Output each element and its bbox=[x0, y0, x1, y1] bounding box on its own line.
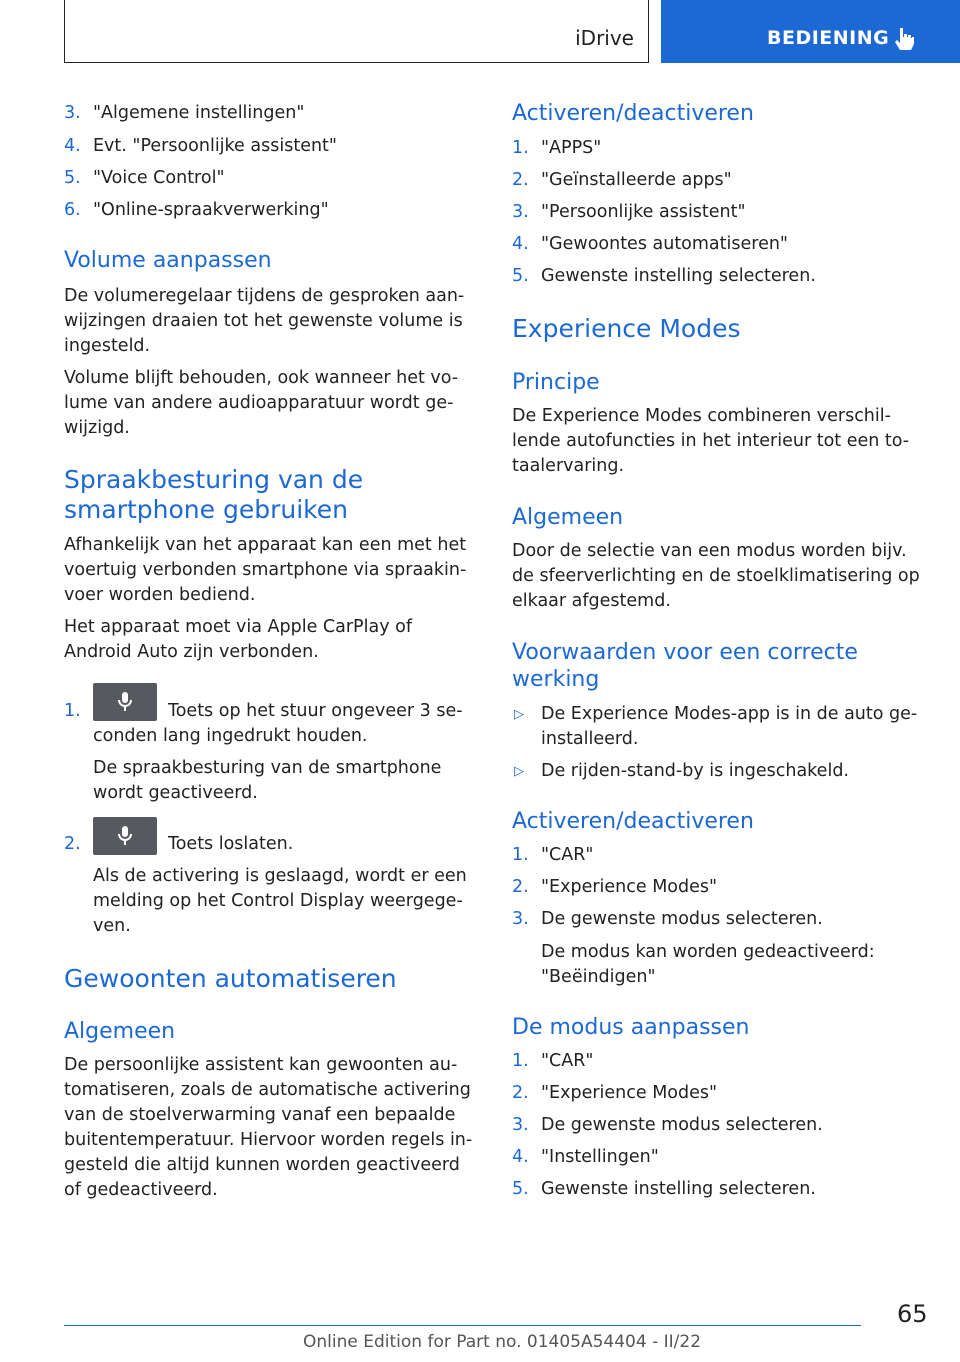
list-item: "Online-spraakverwerking" bbox=[93, 200, 329, 220]
step-result: wordt geactiveerd. bbox=[93, 783, 258, 803]
paragraph-line: de sfeerverlichting en de stoelklimatisering op bbox=[512, 566, 920, 586]
paragraph-line: wijzigd. bbox=[64, 418, 130, 438]
list-number: 4. bbox=[512, 1147, 529, 1167]
list-item: De gewenste modus selecteren. bbox=[541, 1115, 823, 1135]
list-item: "APPS" bbox=[541, 138, 602, 158]
paragraph-line: tomatiseren, zoals de automatische activering bbox=[64, 1080, 471, 1100]
list-item: "Geïnstalleerde apps" bbox=[541, 170, 732, 190]
subheading-general: Algemeen bbox=[64, 1019, 176, 1044]
paragraph-line: taalervaring. bbox=[512, 456, 625, 476]
bullet-item: installeerd. bbox=[541, 729, 639, 749]
list-number: 6. bbox=[64, 200, 81, 220]
subheading-general: Algemeen bbox=[512, 505, 624, 530]
paragraph-line: De persoonlijke assistent kan gewoonten au- bbox=[64, 1055, 458, 1075]
list-item: De gewenste modus selecteren. bbox=[541, 909, 823, 929]
footer-edition: Online Edition for Part no. 01405A54404 - II/22 bbox=[303, 1332, 702, 1352]
list-note: De modus kan worden gedeactiveerd: bbox=[541, 942, 875, 962]
heading-activate: Activeren/deactiveren bbox=[512, 101, 754, 126]
paragraph-line: voertuig verbonden smartphone via spraakin- bbox=[64, 560, 467, 580]
list-number: 3. bbox=[64, 103, 81, 123]
list-number: 2. bbox=[512, 1083, 529, 1103]
list-number: 3. bbox=[512, 202, 529, 222]
paragraph-line: lende autofuncties in het interieur tot een to- bbox=[512, 431, 910, 451]
list-number: 1. bbox=[512, 845, 529, 865]
paragraph-line: of gedeactiveerd. bbox=[64, 1180, 218, 1200]
list-number: 5. bbox=[64, 168, 81, 188]
paragraph-line: Afhankelijk van het apparaat kan een met het bbox=[64, 535, 467, 555]
step-text: Toets loslaten. bbox=[168, 834, 294, 854]
paragraph-line: Door de selectie van een modus worden bijv. bbox=[512, 541, 907, 561]
voice-button bbox=[93, 817, 157, 855]
paragraph-line: elkaar afgestemd. bbox=[512, 591, 671, 611]
paragraph-line: van de stoelverwarming vanaf een bepaalde bbox=[64, 1105, 456, 1125]
paragraph-line: Het apparaat moet via Apple CarPlay of bbox=[64, 617, 412, 637]
paragraph-line: De Experience Modes combineren verschil- bbox=[512, 406, 891, 426]
list-number: 5. bbox=[512, 266, 529, 286]
heading-adjust-mode: De modus aanpassen bbox=[512, 1015, 750, 1040]
list-item: "Voice Control" bbox=[93, 168, 225, 188]
list-item: "CAR" bbox=[541, 845, 594, 865]
voice-button bbox=[93, 683, 157, 721]
step-number: 1. bbox=[64, 701, 81, 721]
step-text: Toets op het stuur ongeveer 3 se- bbox=[168, 701, 463, 721]
step-result: De spraakbesturing van de smartphone bbox=[93, 758, 442, 778]
list-item: "Persoonlijke assistent" bbox=[541, 202, 746, 222]
paragraph-line: Android Auto zijn verbonden. bbox=[64, 642, 319, 662]
page-number: 65 bbox=[897, 1300, 928, 1328]
list-item: Gewenste instelling selecteren. bbox=[541, 1179, 816, 1199]
heading-smartphone: smartphone gebruiken bbox=[64, 495, 348, 524]
step-text: conden lang ingedrukt houden. bbox=[93, 726, 368, 746]
list-number: 2. bbox=[512, 877, 529, 897]
subheading-requirements: Voorwaarden voor een correcte bbox=[512, 640, 858, 665]
paragraph-line: De volumeregelaar tijdens de gesproken aan- bbox=[64, 286, 465, 306]
heading-habits: Gewoonten automatiseren bbox=[64, 964, 397, 993]
list-number: 5. bbox=[512, 1179, 529, 1199]
paragraph-line: ingesteld. bbox=[64, 336, 151, 356]
list-number: 3. bbox=[512, 1115, 529, 1135]
heading-volume: Volume aanpassen bbox=[64, 248, 272, 273]
list-number: 1. bbox=[512, 1051, 529, 1071]
step-result: melding op het Control Display weergege- bbox=[93, 891, 463, 911]
paragraph-line: Volume blijft behouden, ook wanneer het vo- bbox=[64, 368, 459, 388]
triangle-bullet-icon: ▷ bbox=[514, 764, 524, 779]
bullet-item: De rijden-stand-by is ingeschakeld. bbox=[541, 761, 849, 781]
header-section-box bbox=[64, 0, 649, 63]
microphone-icon bbox=[117, 825, 133, 847]
heading-smartphone: Spraakbesturing van de bbox=[64, 465, 364, 494]
list-number: 4. bbox=[512, 234, 529, 254]
step-number: 2. bbox=[64, 834, 81, 854]
paragraph-line: buitentemperatuur. Hiervoor worden regels in- bbox=[64, 1130, 473, 1150]
microphone-icon bbox=[117, 691, 133, 713]
list-number: 1. bbox=[512, 138, 529, 158]
step-result: ven. bbox=[93, 916, 131, 936]
subheading-requirements: werking bbox=[512, 667, 600, 692]
triangle-bullet-icon: ▷ bbox=[514, 707, 524, 722]
list-number: 3. bbox=[512, 909, 529, 929]
header-chapter-title: BEDIENING bbox=[767, 27, 890, 49]
heading-experience-modes: Experience Modes bbox=[512, 314, 741, 343]
step-result: Als de activering is geslaagd, wordt er een bbox=[93, 866, 467, 886]
heading-activate: Activeren/deactiveren bbox=[512, 809, 754, 834]
paragraph-line: lume van andere audioapparatuur wordt ge- bbox=[64, 393, 454, 413]
footer-divider bbox=[64, 1325, 861, 1326]
list-number: 2. bbox=[512, 170, 529, 190]
list-number: 4. bbox=[64, 136, 81, 156]
paragraph-line: gesteld die altijd kunnen worden geactiveerd bbox=[64, 1155, 460, 1175]
list-item: "Algemene instellingen" bbox=[93, 103, 305, 123]
list-item: "Gewoontes automatiseren" bbox=[541, 234, 788, 254]
list-item: "Experience Modes" bbox=[541, 1083, 718, 1103]
bullet-item: De Experience Modes-app is in de auto ge- bbox=[541, 704, 918, 724]
hand-pointer-icon bbox=[893, 26, 915, 54]
list-item: "Instellingen" bbox=[541, 1147, 659, 1167]
header-chapter-tab bbox=[661, 0, 960, 63]
subheading-principle: Principe bbox=[512, 370, 600, 395]
list-item: Evt. "Persoonlijke assistent" bbox=[93, 136, 337, 156]
paragraph-line: wijzingen draaien tot het gewenste volume is bbox=[64, 311, 463, 331]
list-item: "CAR" bbox=[541, 1051, 594, 1071]
list-note: "Beëindigen" bbox=[541, 967, 656, 987]
header-section-title: iDrive bbox=[575, 26, 634, 50]
list-item: Gewenste instelling selecteren. bbox=[541, 266, 816, 286]
paragraph-line: voer worden bediend. bbox=[64, 585, 256, 605]
list-item: "Experience Modes" bbox=[541, 877, 718, 897]
